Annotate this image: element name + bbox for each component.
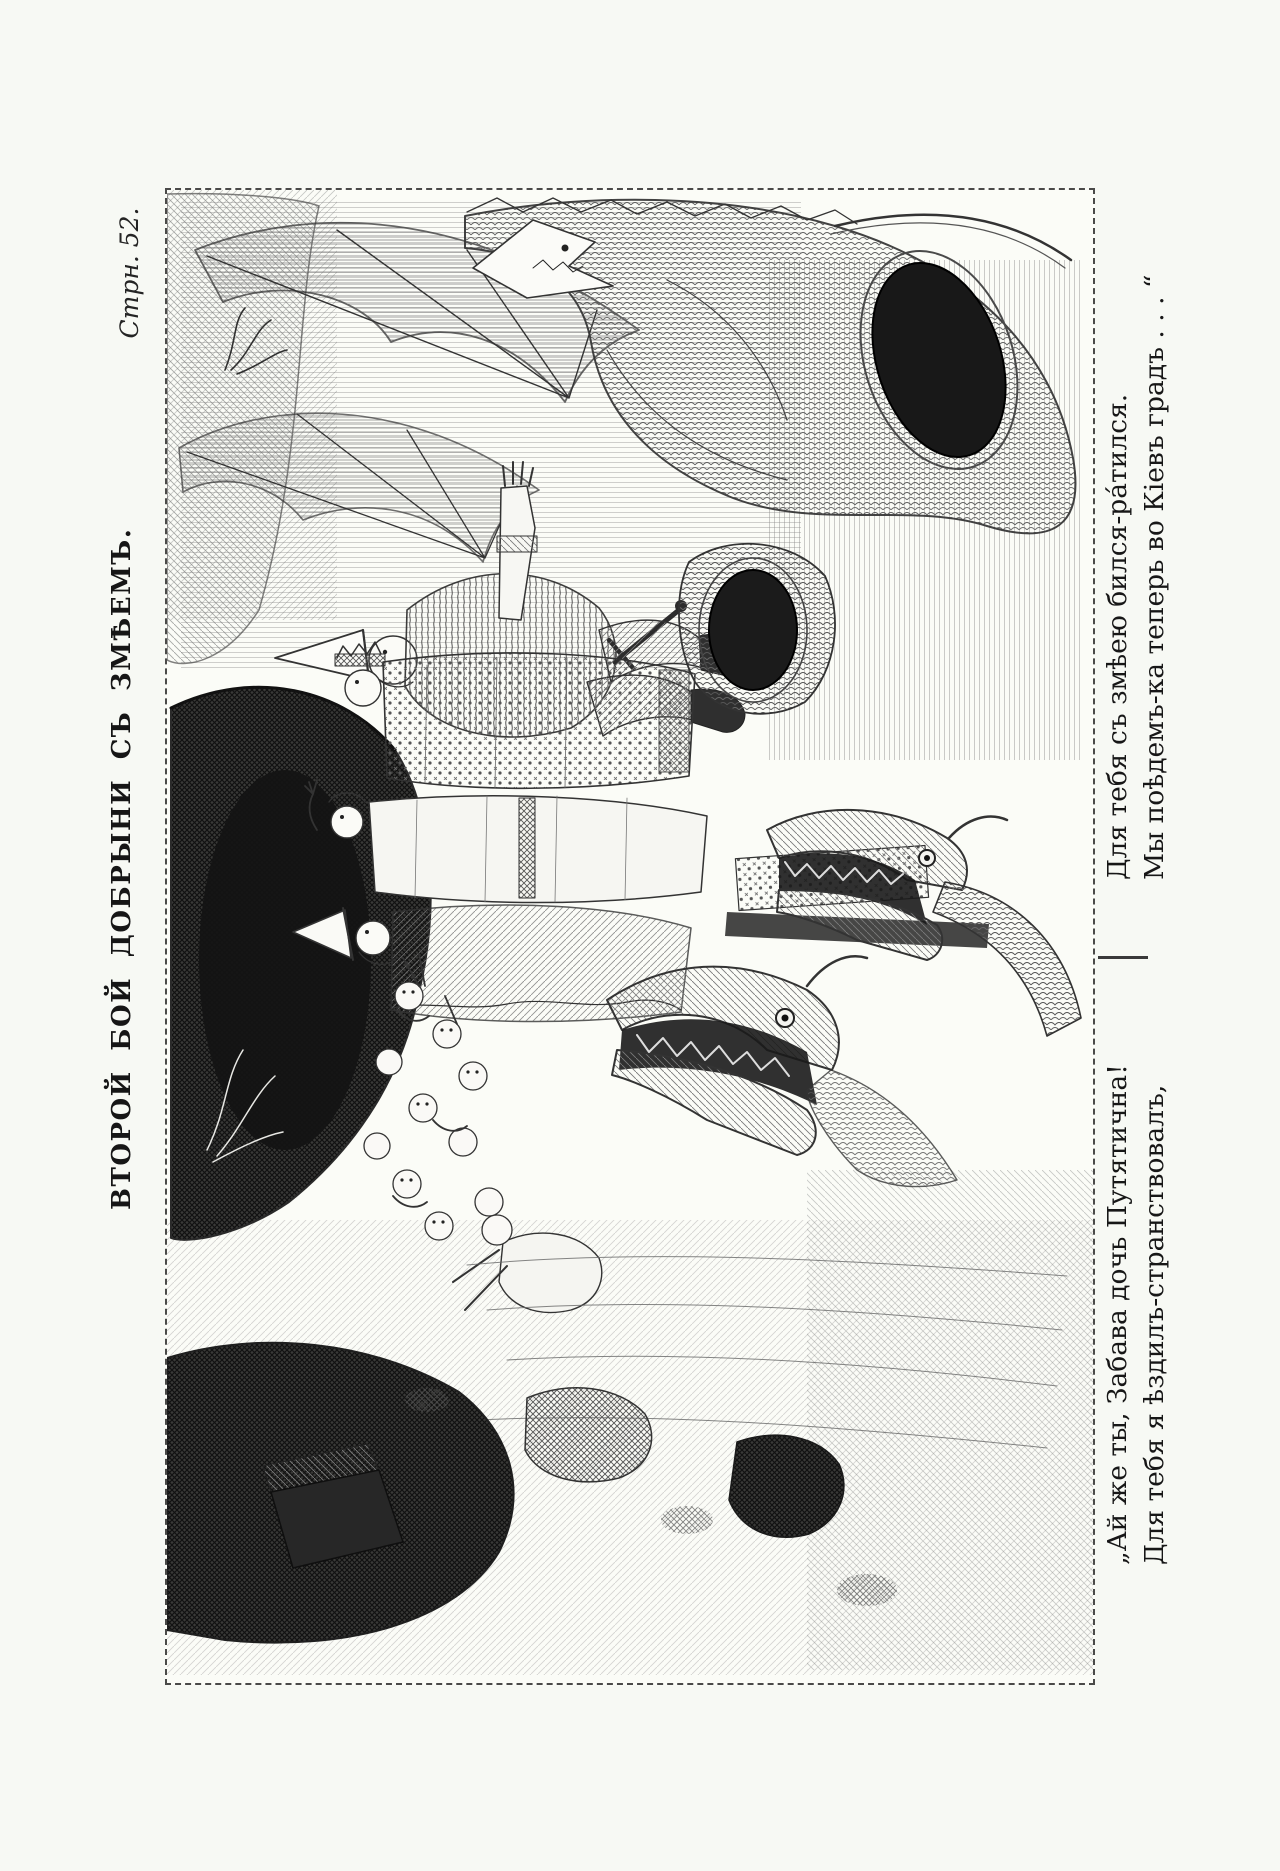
caption-line: Мы поѣдемъ-ка теперь во Кіевъ градъ . . . “ (1139, 274, 1170, 880)
illustration-frame (165, 188, 1095, 1685)
caption-divider (1098, 956, 1148, 959)
page-reference: Стрн. 52. (115, 207, 144, 339)
caption-column-left (1099, 1064, 1173, 1565)
plate-title: ВТОРОЙ БОЙ ДОБРЫНИ СЪ ЗМѢЕМЪ. (107, 527, 137, 1210)
caption-column-right (1099, 260, 1173, 880)
caption-line: „Ай же ты, Забава дочь Путятична! (1102, 1064, 1133, 1565)
caption-line: Для тебя я ѣздилъ-странствовалъ, (1139, 1084, 1170, 1565)
caption-line: Для тебя съ змѣею бился-ра́тился. (1102, 393, 1133, 880)
engraving-illustration (167, 190, 1093, 1683)
